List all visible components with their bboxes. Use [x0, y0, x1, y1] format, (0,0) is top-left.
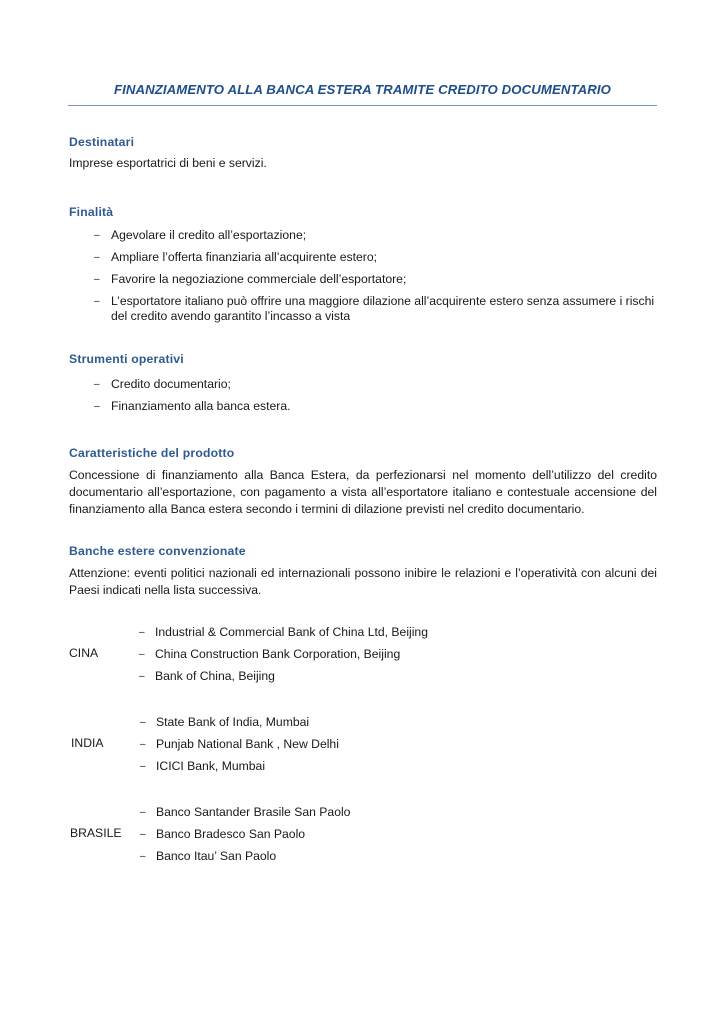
list-item: – Banco Bradesco San Paolo	[140, 827, 306, 841]
bank-list	[139, 625, 428, 691]
dash-bullet: –	[139, 671, 145, 682]
list-item: – Bank of China, Beijing	[139, 669, 275, 683]
list-item: – Favorire la negoziazione commerciale dell’esportatore;	[94, 272, 407, 286]
dash-bullet: –	[94, 296, 100, 307]
dash-bullet: –	[94, 230, 100, 241]
heading-banche: Banche estere convenzionate	[69, 544, 246, 558]
dash-bullet: –	[94, 401, 100, 412]
list-item: – Finanziamento alla banca estera.	[94, 399, 291, 413]
caratteristiche-text: Concessione di finanziamento alla Banca Estera, da perfezionarsi nel momento dell’utilizzo del credito documentario all’esportazione, con pagamento a vista all’esportatore italiano e contestuale accensione del finanziamento alla Banca estera secondo i termini di dilazione previsti nel credito documentario.	[69, 468, 657, 516]
list-item: – Banco Santander Brasile San Paolo	[140, 805, 351, 819]
dash-bullet: –	[140, 829, 146, 840]
strumenti-list	[94, 377, 657, 421]
dash-bullet: –	[94, 274, 100, 285]
heading-destinatari: Destinatari	[69, 135, 135, 149]
list-item: – ICICI Bank, Mumbai	[140, 759, 266, 773]
dash-bullet: –	[94, 252, 100, 263]
list-item: – Credito documentario;	[94, 377, 231, 391]
dash-bullet: –	[140, 717, 146, 728]
list-item: – Industrial & Commercial Bank of China Ltd, Beijing	[139, 625, 428, 639]
list-item: – Banco Itau’ San Paolo	[140, 849, 277, 863]
list-item: – Agevolare il credito all’esportazione;	[94, 228, 307, 242]
destinatari-text: Imprese esportatrici di beni e servizi.	[69, 156, 267, 170]
dash-bullet: –	[140, 739, 146, 750]
country-label: CINA	[69, 646, 99, 660]
list-item: – Punjab National Bank , New Delhi	[140, 737, 339, 751]
dash-bullet: –	[140, 851, 146, 862]
document-title: FINANZIAMENTO ALLA BANCA ESTERA TRAMITE CREDITO DOCUMENTARIO	[113, 82, 612, 97]
heading-caratteristiche: Caratteristiche del prodotto	[69, 446, 235, 460]
list-item: – China Construction Bank Corporation, Beijing	[139, 647, 401, 661]
finalita-list	[94, 228, 657, 331]
dash-bullet: –	[140, 761, 146, 772]
dash-bullet: –	[139, 649, 145, 660]
list-item: – Ampliare l’offerta finanziaria all’acquirente estero;	[94, 250, 378, 264]
dash-bullet: –	[139, 627, 145, 638]
country-label: INDIA	[71, 736, 104, 750]
list-item: – L’esportatore italiano può offrire una maggiore dilazione all’acquirente estero senza assumere i rischi del credito avendo garantito l’incasso a vista	[94, 294, 655, 323]
dash-bullet: –	[140, 807, 146, 818]
country-label: BRASILE	[70, 826, 122, 840]
banche-warning-text: Attenzione: eventi politici nazionali ed internazionali possono inibire le relazioni e l’operatività con alcuni dei Paesi indicati nella lista successiva.	[69, 566, 657, 597]
bank-list	[140, 715, 339, 781]
heading-finalita: Finalità	[69, 205, 114, 219]
title-divider	[68, 105, 657, 106]
list-item: – State Bank of India, Mumbai	[140, 715, 310, 729]
bank-list	[140, 805, 350, 871]
heading-strumenti: Strumenti operativi	[69, 352, 184, 366]
dash-bullet: –	[94, 379, 100, 390]
